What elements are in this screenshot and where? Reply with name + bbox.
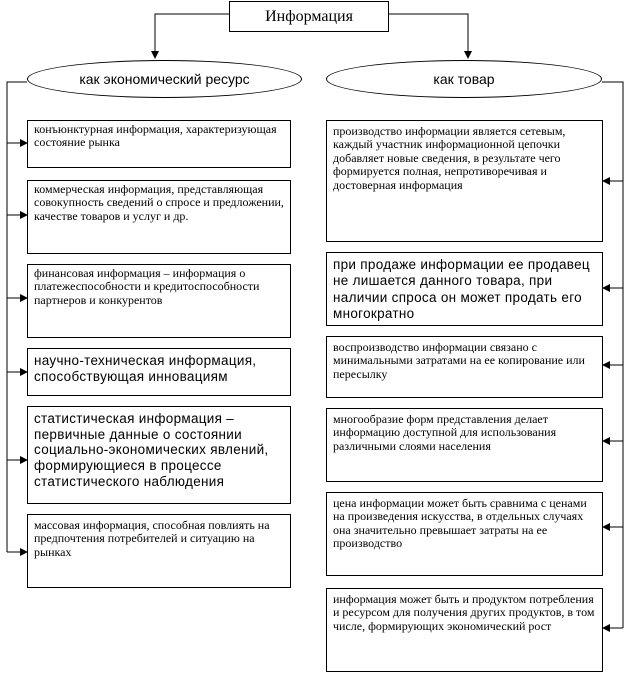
right-item-4: многообразие форм представления делает информацию доступной для использования различными слоями населения <box>326 408 603 482</box>
left-item-3: финансовая информация – информация о платежеспособности и кредитоспособности партнеров и конкурентов <box>27 264 291 338</box>
title-left-arrow <box>155 14 229 58</box>
diagram-title: Информация <box>229 1 389 32</box>
title-right-arrow <box>389 14 468 58</box>
right-heading: как товар <box>326 60 602 98</box>
right-item-3: воспроизводство информации связано с минимальными затратами на ее копирование или пересылку <box>326 336 603 398</box>
right-item-6: информация может быть и продуктом потребления и ресурсом для получения других продуктов, в том числе, формирующих экономический рост <box>326 588 603 672</box>
left-bus <box>7 82 27 552</box>
left-heading: как экономический ресурс <box>27 60 302 98</box>
left-item-5: статистическая информация – первичные данные о состоянии социально-экономических явлений, формирующиеся в процессе статистического наблюдения <box>27 406 291 504</box>
left-item-4: научно-техническая информация, способствующая инновациям <box>27 348 291 396</box>
left-item-2: коммерческая информация, представляющая совокупность сведений о спросе и предложении, качестве товаров и услуг и др. <box>27 180 291 254</box>
left-item-1: конъюнктурная информация, характеризующая состояние рынка <box>27 120 291 168</box>
right-item-5: цена информации может быть сравнима с ценами на произведения искусства, в отдельных случаях она значительно превышает затраты на ее производство <box>326 492 603 576</box>
right-bus <box>602 82 623 628</box>
left-item-6: массовая информация, способная повлиять на предпочтения потребителей и ситуацию на рынках <box>27 514 291 588</box>
right-item-1: производство информации является сетевым, каждый участник информационной цепочки добавляет новые сведения, в результате чего формируется полная, непротиворечивая и достоверная информация <box>326 120 603 242</box>
right-item-2: при продаже информации ее продавец не лишается данного товара, при наличии спроса он может продать его многократно <box>326 252 603 326</box>
